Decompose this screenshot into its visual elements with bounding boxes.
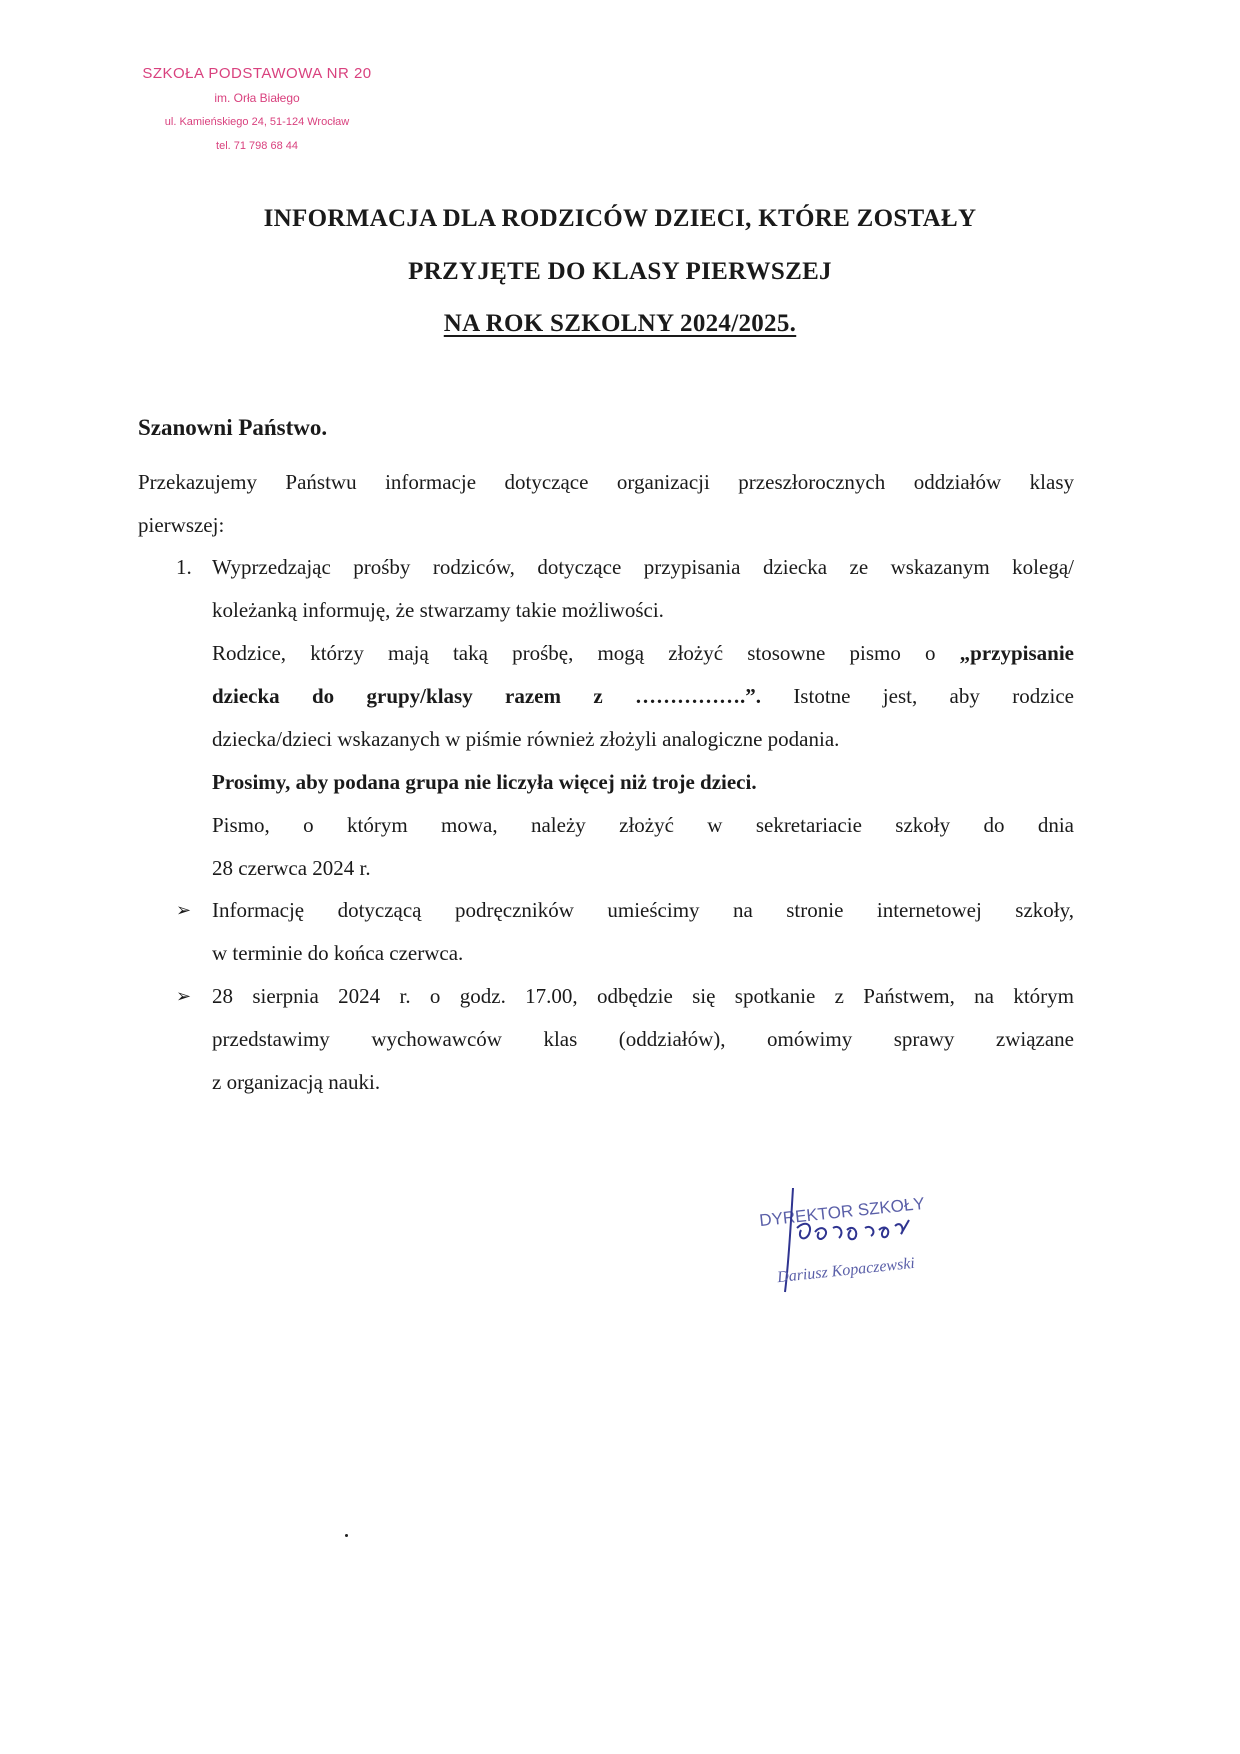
bullet-arrow-icon: ➢ [176,986,192,1006]
stamp-address: ul. Kamieńskiego 24, 51-124 Wrocław [164,116,350,128]
item1-line-7: Pismo, o którym mowa, należy złożyć w sekretariacie szkoły do dnia [212,813,1074,837]
document-title-line-3-wrap [0,310,1240,338]
item1-line-4-text: Istotne jest, aby rodzice [760,684,1074,708]
bullet2-line-2: przedstawimy wychowawców klas (oddziałów), omówimy sprawy związane [212,1027,1074,1051]
item1-line-8: 28 czerwca 2024 r. [212,856,371,880]
intro-line-2: pierwszej: [138,513,225,537]
item1-line-2: koleżanką informuję, że stwarzamy takie możliwości. [212,598,664,622]
item1-line-6-bold: Prosimy, aby podana grupa nie liczyła więcej niż troje dzieci. [212,770,757,794]
item1-line-3-text: Rodzice, którzy mają taką prośbę, mogą złożyć stosowne pismo o [212,641,960,665]
greeting: Szanowni Państwo. [138,415,328,440]
document-title-line-2: PRZYJĘTE DO KLASY PIERWSZEJ [408,258,832,285]
item1-line-4 [212,675,1074,718]
bullet2-line-3: z organizacją nauki. [212,1070,381,1094]
document-title-line-1: INFORMACJA DLA RODZICÓW DZIECI, KTÓRE ZOSTAŁY [263,205,977,232]
signature-title: DYREKTOR SZKOŁY [758,1193,926,1231]
school-stamp [112,62,402,158]
list-number-1: 1. [176,555,192,579]
bullet-item-1 [212,889,1074,975]
intro-paragraph [138,461,1074,547]
intro-line-1: Przekazujemy Państwu informacje dotyczące organizacji przeszłorocznych oddziałów klasy [138,470,1074,494]
stray-dot [345,1534,348,1537]
stamp-patron: im. Orła Białego [214,91,300,105]
item1-line-3 [212,632,1074,675]
bullet1-line-1: Informację dotyczącą podręczników umieścimy na stronie internetowej szkoły, [212,898,1074,922]
stamp-phone: tel. 71 798 68 44 [216,140,298,152]
stamp-school-name: SZKOŁA PODSTAWOWA NR 20 [142,65,372,82]
item1-line-5: dziecka/dzieci wskazanych w piśmie również złożyli analogiczne podania. [212,727,840,751]
bullet-arrow-icon: ➢ [176,900,192,920]
item1-line-4-bold: dziecka do grupy/klasy razem z …………….”. [212,684,761,708]
bullet1-line-2: w terminie do końca czerwca. [212,941,464,965]
item1-line-1: Wyprzedzając prośby rodziców, dotyczące przypisania dziecka ze wskazanym kolegą/ [212,555,1074,579]
signature-name: Dariusz Kopaczewski [776,1254,916,1287]
bullet-item-2 [212,975,1074,1104]
document-title-line-3: NA ROK SZKOLNY 2024/2025. [443,310,797,337]
item1-line-3-bold: „przypisanie [959,641,1074,665]
list-item-1 [212,546,1074,890]
bullet2-line-1: 28 sierpnia 2024 r. o godz. 17.00, odbędzie się spotkanie z Państwem, na którym [212,984,1074,1008]
director-signature [755,1180,995,1300]
